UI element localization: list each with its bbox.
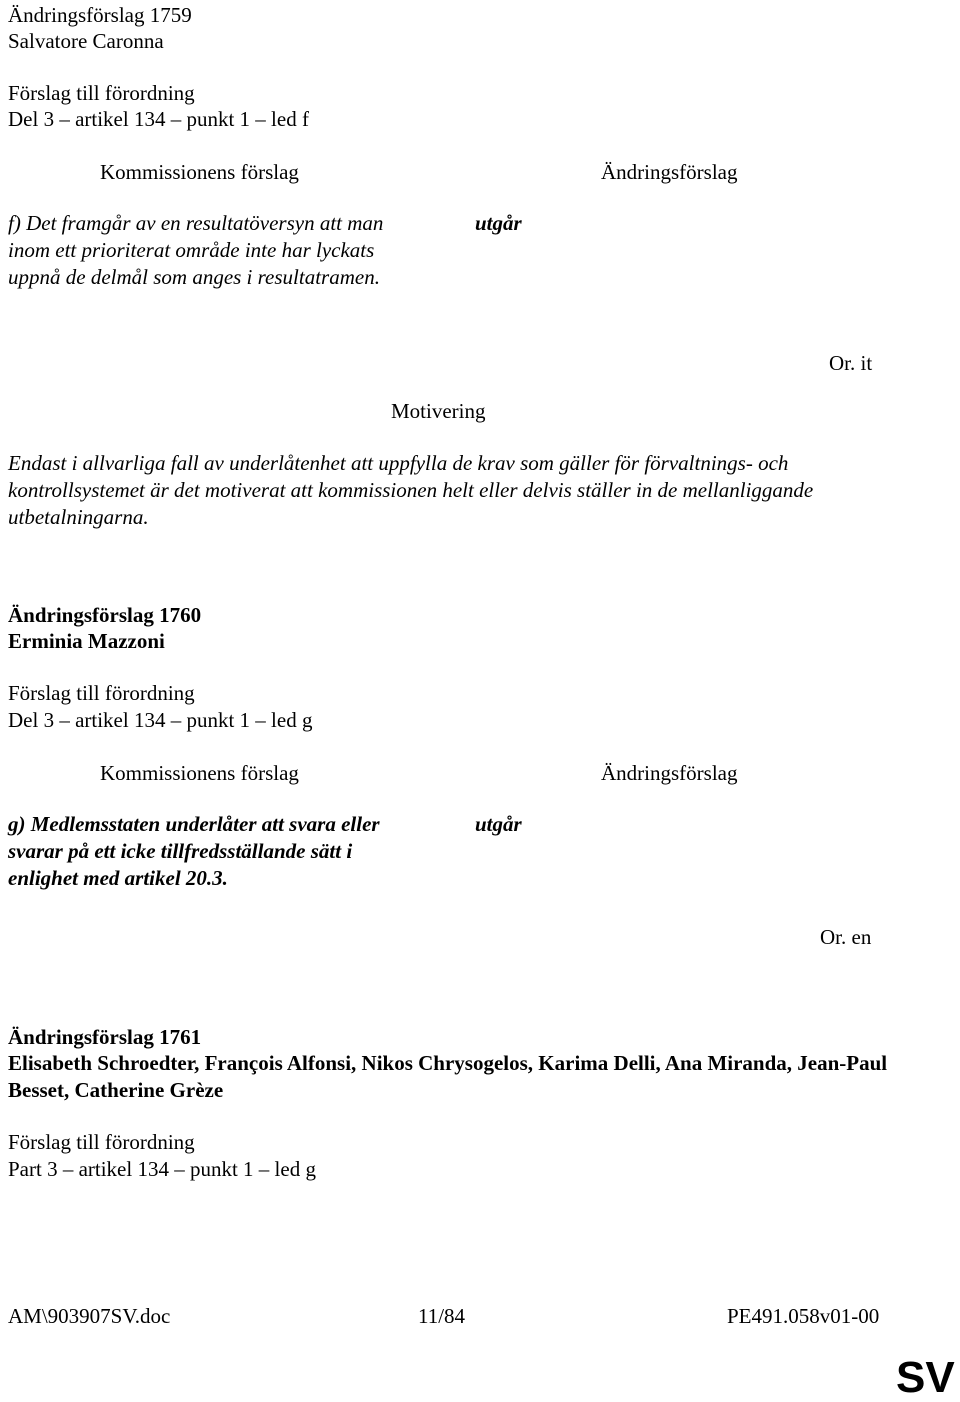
commission-proposal-header: Kommissionens förslag — [100, 160, 299, 184]
amended-text: utgår — [475, 812, 522, 836]
article-reference: Part 3 – artikel 134 – punkt 1 – led g — [8, 1157, 316, 1181]
amended-text: utgår — [475, 211, 522, 235]
footer-page-number: 11/84 — [418, 1304, 466, 1328]
amendment-authors: Erminia Mazzoni — [8, 629, 165, 653]
footer-pe-ref: PE491.058v01-00 — [727, 1304, 880, 1328]
article-reference: Del 3 – artikel 134 – punkt 1 – led f — [8, 107, 309, 131]
proposal-type: Förslag till förordning — [8, 1130, 195, 1154]
original-language: Or. it — [829, 351, 873, 375]
original-text: g) Medlemsstaten underlåter att svara eller svarar på ett icke tillfredsställande sätt i enlighet med artikel 20.3. — [8, 812, 380, 890]
amendment-column-header: Ändringsförslag — [601, 160, 738, 184]
language-mark: SV — [896, 1353, 955, 1402]
commission-proposal-header: Kommissionens förslag — [100, 761, 299, 785]
amendment-heading: Ändringsförslag 1760 — [8, 603, 202, 627]
original-text: f) Det framgår av en resultatöversyn att man inom ett prioriterat område inte har lyckats uppnå de delmål som anges i resultatramen. — [8, 211, 384, 289]
article-reference: Del 3 – artikel 134 – punkt 1 – led g — [8, 708, 313, 732]
amendment-heading: Ändringsförslag 1761 — [8, 1025, 202, 1049]
justification-text: Endast i allvarliga fall av underlåtenhet att uppfylla de krav som gäller för förvaltnings- och kontrollsystemet är det motiverat att kommissionen helt eller delvis ställer in de mellanliggande utbetalningarna. — [8, 451, 814, 529]
justification-heading: Motivering — [391, 399, 486, 423]
amendment-column-header: Ändringsförslag — [601, 761, 738, 785]
footer-doc-ref: AM\903907SV.doc — [8, 1304, 171, 1328]
original-language: Or. en — [820, 925, 872, 949]
amendment-authors: Elisabeth Schroedter, François Alfonsi, Nikos Chrysogelos, Karima Delli, Ana Miranda, Jean-Paul Besset, Catherine Grèze — [8, 1051, 888, 1102]
amendment-authors: Salvatore Caronna — [8, 29, 164, 53]
proposal-type: Förslag till förordning — [8, 81, 195, 105]
amendment-heading: Ändringsförslag 1759 — [8, 3, 192, 27]
proposal-type: Förslag till förordning — [8, 681, 195, 705]
